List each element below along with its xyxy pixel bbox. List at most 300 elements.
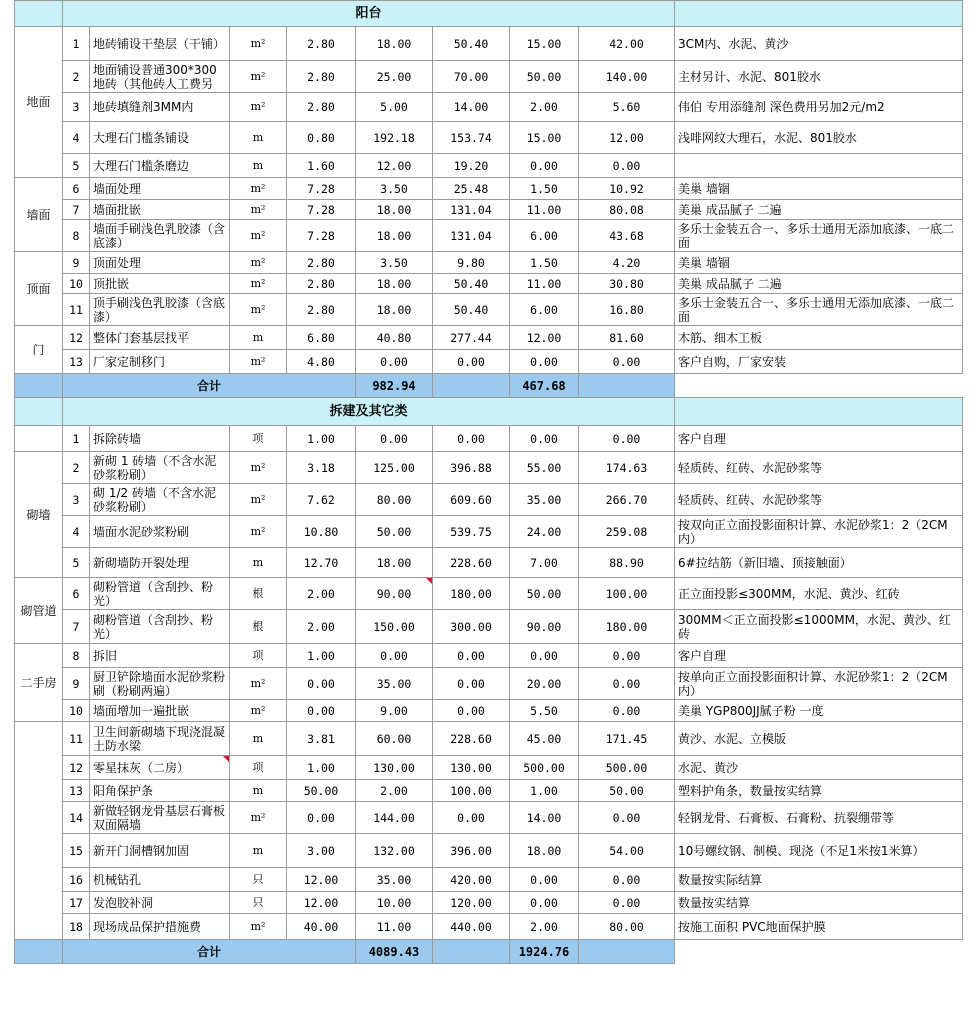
material-total-cell[interactable]: 50.40 — [433, 27, 510, 61]
unit-cell[interactable]: m — [230, 834, 287, 868]
total-label: 合计 — [63, 940, 356, 964]
quantity-cell[interactable]: 10.80 — [287, 516, 356, 548]
material-total-cell[interactable]: 396.00 — [433, 834, 510, 868]
row-number: 11 — [63, 294, 90, 326]
material-total-cell[interactable]: 180.00 — [433, 578, 510, 610]
unit-cell[interactable]: m² — [230, 252, 287, 274]
total-gap — [433, 374, 510, 398]
material-total-cell[interactable]: 131.04 — [433, 200, 510, 220]
material-total-cell[interactable]: 396.88 — [433, 452, 510, 484]
material-price-cell[interactable]: 0.00 — [356, 644, 433, 668]
material-total-cell[interactable]: 0.00 — [433, 350, 510, 374]
material-total-cell[interactable]: 50.40 — [433, 294, 510, 326]
labor-total-cell[interactable]: 16.80 — [579, 294, 675, 326]
note-cell[interactable]: 美巢 成品腻子 二遍 — [675, 200, 963, 220]
unit-cell[interactable]: m² — [230, 350, 287, 374]
item-name-cell[interactable]: 顶手刷浅色乳胶漆（含底漆） — [90, 294, 230, 326]
material-price-cell[interactable]: 130.00 — [356, 756, 433, 780]
labor-price-cell[interactable]: 6.00 — [510, 220, 579, 252]
labor-total-cell[interactable]: 0.00 — [579, 868, 675, 892]
quantity-cell[interactable]: 2.80 — [287, 294, 356, 326]
section-title: 拆建及其它类 — [63, 398, 675, 426]
table-row — [15, 516, 963, 548]
quantity-cell[interactable]: 2.80 — [287, 252, 356, 274]
item-name-cell[interactable]: 地砖填缝剂3MM内 — [90, 93, 230, 122]
note-cell[interactable]: 6#拉结筋（新旧墙、顶接触面） — [675, 548, 963, 578]
item-name-cell[interactable]: 发泡胶补洞 — [90, 892, 230, 914]
material-price-cell[interactable]: 0.00 — [356, 350, 433, 374]
unit-cell[interactable]: m² — [230, 700, 287, 722]
material-total-cell[interactable]: 70.00 — [433, 61, 510, 93]
note-cell[interactable]: 客户自购，厂家安装 — [675, 350, 963, 374]
total-note — [579, 374, 675, 398]
material-price-cell[interactable]: 35.00 — [356, 668, 433, 700]
unit-cell[interactable]: m² — [230, 914, 287, 940]
item-name-cell[interactable]: 新砌墙防开裂处理 — [90, 548, 230, 578]
labor-price-cell[interactable]: 7.00 — [510, 548, 579, 578]
item-name-cell[interactable]: 大理石门槛条磨边 — [90, 154, 230, 178]
labor-price-cell[interactable]: 24.00 — [510, 516, 579, 548]
quantity-cell[interactable]: 1.00 — [287, 644, 356, 668]
quantity-cell[interactable]: 12.00 — [287, 892, 356, 914]
material-total-cell[interactable]: 228.60 — [433, 548, 510, 578]
note-cell[interactable]: 主材另计、水泥、801胶水 — [675, 61, 963, 93]
labor-price-cell[interactable]: 12.00 — [510, 326, 579, 350]
labor-price-cell[interactable]: 50.00 — [510, 578, 579, 610]
labor-total-cell[interactable]: 4.20 — [579, 252, 675, 274]
quantity-cell[interactable]: 2.80 — [287, 93, 356, 122]
row-number: 10 — [63, 700, 90, 722]
item-name-cell[interactable]: 地面铺设普通300*300地砖（其他砖人工费另 — [90, 61, 230, 93]
item-name-cell[interactable]: 墙面增加一遍批嵌 — [90, 700, 230, 722]
table-row — [15, 274, 963, 294]
item-name-cell[interactable]: 零星抹灰（二房） — [90, 756, 230, 780]
labor-total-cell[interactable]: 0.00 — [579, 154, 675, 178]
labor-total-cell[interactable]: 12.00 — [579, 122, 675, 154]
labor-price-cell[interactable]: 55.00 — [510, 452, 579, 484]
row-number: 9 — [63, 668, 90, 700]
table-row — [15, 27, 963, 61]
note-cell[interactable]: 按双向正立面投影面积计算、水泥砂浆1：2（2CM内） — [675, 516, 963, 548]
material-total-cell[interactable]: 609.60 — [433, 484, 510, 516]
unit-cell[interactable]: m² — [230, 452, 287, 484]
item-name-cell[interactable]: 整体门套基层找平 — [90, 326, 230, 350]
material-total-cell[interactable]: 228.60 — [433, 722, 510, 756]
quantity-cell[interactable]: 2.00 — [287, 610, 356, 644]
quantity-cell[interactable]: 3.00 — [287, 834, 356, 868]
note-cell[interactable]: 美巢 YGP800JJ腻子粉 一度 — [675, 700, 963, 722]
unit-cell[interactable]: m² — [230, 200, 287, 220]
table-row — [15, 780, 963, 802]
item-name-cell[interactable]: 大理石门槛条铺设 — [90, 122, 230, 154]
table-row — [15, 610, 963, 644]
row-number: 17 — [63, 892, 90, 914]
item-name-cell[interactable]: 墙面水泥砂浆粉刷 — [90, 516, 230, 548]
labor-price-cell[interactable]: 45.00 — [510, 722, 579, 756]
unit-cell[interactable]: m — [230, 722, 287, 756]
note-cell[interactable]: 木筋、细木工板 — [675, 326, 963, 350]
labor-total-cell[interactable]: 0.00 — [579, 668, 675, 700]
note-cell[interactable]: 3CM内、水泥、黄沙 — [675, 27, 963, 61]
note-cell[interactable]: 多乐士金装五合一、多乐士通用无添加底漆、一底二面 — [675, 294, 963, 326]
note-cell[interactable]: 塑料护角条，数量按实结算 — [675, 780, 963, 802]
unit-cell[interactable]: m² — [230, 516, 287, 548]
table-row — [15, 868, 963, 892]
unit-cell[interactable]: 只 — [230, 892, 287, 914]
labor-total-cell[interactable]: 0.00 — [579, 700, 675, 722]
group-label: 砌墙 — [15, 452, 63, 578]
material-total-cell[interactable]: 120.00 — [433, 892, 510, 914]
labor-price-cell[interactable]: 15.00 — [510, 27, 579, 61]
note-cell[interactable]: 水泥、黄沙 — [675, 756, 963, 780]
labor-total-cell[interactable]: 81.60 — [579, 326, 675, 350]
material-price-cell[interactable]: 3.50 — [356, 178, 433, 200]
labor-total-cell[interactable]: 259.08 — [579, 516, 675, 548]
total-label: 合计 — [63, 374, 356, 398]
quantity-cell[interactable]: 0.80 — [287, 122, 356, 154]
item-name-cell[interactable]: 阳角保护条 — [90, 780, 230, 802]
section-title: 阳台 — [63, 1, 675, 27]
row-number: 14 — [63, 802, 90, 834]
labor-price-cell[interactable]: 18.00 — [510, 834, 579, 868]
unit-cell[interactable]: m² — [230, 484, 287, 516]
unit-cell[interactable]: m² — [230, 802, 287, 834]
item-name-cell[interactable]: 卫生间新砌墙下现浇混凝土防水梁 — [90, 722, 230, 756]
labor-price-cell[interactable]: 1.50 — [510, 252, 579, 274]
material-price-cell[interactable]: 2.00 — [356, 780, 433, 802]
labor-total-cell[interactable]: 54.00 — [579, 834, 675, 868]
labor-total-cell[interactable]: 174.63 — [579, 452, 675, 484]
unit-cell[interactable]: 根 — [230, 578, 287, 610]
material-total-cell[interactable]: 0.00 — [433, 644, 510, 668]
labor-price-cell[interactable]: 0.00 — [510, 426, 579, 452]
quantity-cell[interactable]: 12.70 — [287, 548, 356, 578]
item-name-cell[interactable]: 新开门洞槽钢加固 — [90, 834, 230, 868]
material-total-cell[interactable]: 9.80 — [433, 252, 510, 274]
labor-total-cell[interactable]: 80.00 — [579, 914, 675, 940]
note-cell[interactable]: 多乐士金装五合一、多乐士通用无添加底漆、一底二面 — [675, 220, 963, 252]
note-cell[interactable]: 数量按实结算 — [675, 892, 963, 914]
labor-price-cell[interactable]: 500.00 — [510, 756, 579, 780]
note-cell[interactable]: 美巢 墙锢 — [675, 252, 963, 274]
table-row — [15, 61, 963, 93]
labor-price-cell[interactable]: 1.00 — [510, 780, 579, 802]
row-number: 12 — [63, 756, 90, 780]
material-total-cell[interactable]: 0.00 — [433, 700, 510, 722]
row-number: 2 — [63, 61, 90, 93]
labor-price-cell[interactable]: 11.00 — [510, 200, 579, 220]
unit-cell[interactable]: 根 — [230, 610, 287, 644]
item-name-cell[interactable]: 厂家定制移门 — [90, 350, 230, 374]
note-cell[interactable]: 按施工面积 PVC地面保护膜 — [675, 914, 963, 940]
note-cell[interactable]: 轻质砖、红砖、水泥砂浆等 — [675, 484, 963, 516]
material-price-cell[interactable]: 18.00 — [356, 274, 433, 294]
row-number: 13 — [63, 350, 90, 374]
material-price-cell[interactable]: 9.00 — [356, 700, 433, 722]
note-cell[interactable]: 轻钢龙骨、石膏板、石膏粉、抗裂绷带等 — [675, 802, 963, 834]
material-total-cell[interactable]: 14.00 — [433, 93, 510, 122]
labor-total-cell[interactable]: 42.00 — [579, 27, 675, 61]
quantity-cell[interactable]: 40.00 — [287, 914, 356, 940]
section-header-row — [15, 1, 963, 27]
total-material: 982.94 — [356, 374, 433, 398]
material-price-cell[interactable]: 60.00 — [356, 722, 433, 756]
section-header-note — [675, 398, 963, 426]
note-cell[interactable]: 客户自理 — [675, 644, 963, 668]
labor-total-cell[interactable]: 30.80 — [579, 274, 675, 294]
unit-cell[interactable]: 项 — [230, 644, 287, 668]
table-row — [15, 914, 963, 940]
group-label: 地面 — [15, 27, 63, 178]
quantity-cell[interactable]: 2.00 — [287, 578, 356, 610]
labor-total-cell[interactable]: 0.00 — [579, 350, 675, 374]
unit-cell[interactable]: m — [230, 548, 287, 578]
material-price-cell[interactable]: 132.00 — [356, 834, 433, 868]
item-name-cell[interactable]: 顶面处理 — [90, 252, 230, 274]
material-price-cell[interactable]: 35.00 — [356, 868, 433, 892]
material-price-cell[interactable]: 11.00 — [356, 914, 433, 940]
material-total-cell[interactable]: 440.00 — [433, 914, 510, 940]
quantity-cell[interactable]: 7.28 — [287, 200, 356, 220]
note-cell[interactable]: 正立面投影≤300MM，水泥、黄沙、红砖 — [675, 578, 963, 610]
labor-total-cell[interactable]: 43.68 — [579, 220, 675, 252]
quantity-cell[interactable]: 1.60 — [287, 154, 356, 178]
labor-total-cell[interactable]: 266.70 — [579, 484, 675, 516]
material-price-cell[interactable]: 40.80 — [356, 326, 433, 350]
labor-price-cell[interactable]: 20.00 — [510, 668, 579, 700]
material-price-cell[interactable]: 12.00 — [356, 154, 433, 178]
labor-price-cell[interactable]: 0.00 — [510, 644, 579, 668]
unit-cell[interactable]: 只 — [230, 868, 287, 892]
item-name-cell[interactable]: 地砖铺设干垫层（干铺） — [90, 27, 230, 61]
row-number: 4 — [63, 122, 90, 154]
row-number: 10 — [63, 274, 90, 294]
unit-cell[interactable]: m² — [230, 27, 287, 61]
material-price-cell[interactable]: 10.00 — [356, 892, 433, 914]
labor-price-cell[interactable]: 11.00 — [510, 274, 579, 294]
material-total-cell[interactable]: 277.44 — [433, 326, 510, 350]
item-name-cell[interactable]: 墙面批嵌 — [90, 200, 230, 220]
row-number: 12 — [63, 326, 90, 350]
row-number: 7 — [63, 200, 90, 220]
note-cell[interactable]: 10号螺纹钢、制模、现浇（不足1米按1米算） — [675, 834, 963, 868]
unit-cell[interactable]: m — [230, 154, 287, 178]
labor-price-cell[interactable]: 15.00 — [510, 122, 579, 154]
quantity-cell[interactable]: 1.00 — [287, 756, 356, 780]
material-total-cell[interactable]: 0.00 — [433, 668, 510, 700]
labor-price-cell[interactable]: 0.00 — [510, 154, 579, 178]
material-total-cell[interactable]: 0.00 — [433, 426, 510, 452]
note-cell[interactable]: 美巢 成品腻子 二遍 — [675, 274, 963, 294]
labor-total-cell[interactable]: 10.92 — [579, 178, 675, 200]
unit-cell[interactable]: m² — [230, 61, 287, 93]
labor-price-cell[interactable]: 5.50 — [510, 700, 579, 722]
material-price-cell[interactable]: 3.50 — [356, 252, 433, 274]
row-number: 9 — [63, 252, 90, 274]
material-total-cell[interactable]: 19.20 — [433, 154, 510, 178]
item-name-cell[interactable]: 新做轻钢龙骨基层石膏板双面隔墙 — [90, 802, 230, 834]
group-label: 二手房 — [15, 644, 63, 722]
table-row — [15, 700, 963, 722]
item-name-cell[interactable]: 墙面手刷浅色乳胶漆（含底漆） — [90, 220, 230, 252]
labor-total-cell[interactable]: 50.00 — [579, 780, 675, 802]
quantity-cell[interactable]: 12.00 — [287, 868, 356, 892]
item-name-cell[interactable]: 现场成品保护措施费 — [90, 914, 230, 940]
labor-price-cell[interactable]: 50.00 — [510, 61, 579, 93]
quantity-cell[interactable]: 4.80 — [287, 350, 356, 374]
material-price-cell[interactable]: 25.00 — [356, 61, 433, 93]
item-name-cell[interactable]: 拆除砖墙 — [90, 426, 230, 452]
item-name-cell[interactable]: 新砌 1 砖墙（不含水泥砂浆粉刷） — [90, 452, 230, 484]
labor-price-cell[interactable]: 0.00 — [510, 868, 579, 892]
quantity-cell[interactable]: 2.80 — [287, 61, 356, 93]
quantity-cell[interactable]: 6.80 — [287, 326, 356, 350]
row-number: 8 — [63, 220, 90, 252]
material-price-cell[interactable]: 90.00 — [356, 578, 433, 610]
group-label: 墙面 — [15, 178, 63, 252]
labor-total-cell[interactable]: 171.45 — [579, 722, 675, 756]
material-price-cell[interactable]: 144.00 — [356, 802, 433, 834]
labor-total-cell[interactable]: 500.00 — [579, 756, 675, 780]
note-cell[interactable]: 美巢 墙锢 — [675, 178, 963, 200]
table-row — [15, 452, 963, 484]
row-number: 3 — [63, 484, 90, 516]
note-cell[interactable]: 客户自理 — [675, 426, 963, 452]
material-price-cell[interactable]: 5.00 — [356, 93, 433, 122]
labor-total-cell[interactable]: 100.00 — [579, 578, 675, 610]
labor-price-cell[interactable]: 14.00 — [510, 802, 579, 834]
note-cell[interactable]: 轻质砖、红砖、水泥砂浆等 — [675, 452, 963, 484]
note-cell[interactable]: 浅啡网纹大理石，水泥、801胶水 — [675, 122, 963, 154]
unit-cell[interactable]: m — [230, 326, 287, 350]
table-row — [15, 122, 963, 154]
item-name-cell[interactable]: 机械钻孔 — [90, 868, 230, 892]
material-price-cell[interactable]: 18.00 — [356, 27, 433, 61]
note-cell[interactable]: 300MM＜正立面投影≤1000MM，水泥、黄沙、红砖 — [675, 610, 963, 644]
unit-cell[interactable]: m² — [230, 220, 287, 252]
labor-price-cell[interactable]: 2.00 — [510, 914, 579, 940]
material-total-cell[interactable]: 0.00 — [433, 802, 510, 834]
unit-cell[interactable]: m² — [230, 668, 287, 700]
material-price-cell[interactable]: 80.00 — [356, 484, 433, 516]
unit-cell[interactable]: m² — [230, 178, 287, 200]
quantity-cell[interactable]: 0.00 — [287, 802, 356, 834]
table-row — [15, 93, 963, 122]
quantity-cell[interactable]: 2.80 — [287, 27, 356, 61]
row-number: 5 — [63, 548, 90, 578]
item-name-cell[interactable]: 砌粉管道（含刮抄、粉光） — [90, 578, 230, 610]
item-name-cell[interactable]: 厨卫铲除墙面水泥砂浆粉刷（粉刷两遍） — [90, 668, 230, 700]
unit-cell[interactable]: m² — [230, 274, 287, 294]
row-number: 8 — [63, 644, 90, 668]
labor-total-cell[interactable]: 0.00 — [579, 802, 675, 834]
quantity-cell[interactable]: 3.18 — [287, 452, 356, 484]
table-row — [15, 834, 963, 868]
unit-cell[interactable]: m² — [230, 93, 287, 122]
material-total-cell[interactable]: 130.00 — [433, 756, 510, 780]
note-cell[interactable] — [675, 154, 963, 178]
note-cell[interactable]: 数量按实际结算 — [675, 868, 963, 892]
material-price-cell[interactable]: 18.00 — [356, 548, 433, 578]
row-number: 13 — [63, 780, 90, 802]
quantity-cell[interactable]: 0.00 — [287, 700, 356, 722]
material-total-cell[interactable]: 539.75 — [433, 516, 510, 548]
material-total-cell[interactable]: 25.48 — [433, 178, 510, 200]
labor-total-cell[interactable]: 140.00 — [579, 61, 675, 93]
labor-price-cell[interactable]: 2.00 — [510, 93, 579, 122]
material-price-cell[interactable]: 50.00 — [356, 516, 433, 548]
labor-price-cell[interactable]: 6.00 — [510, 294, 579, 326]
labor-total-cell[interactable]: 180.00 — [579, 610, 675, 644]
note-cell[interactable]: 伟伯 专用添缝剂 深色费用另加2元/m2 — [675, 93, 963, 122]
labor-price-cell[interactable]: 90.00 — [510, 610, 579, 644]
material-price-cell[interactable]: 18.00 — [356, 220, 433, 252]
labor-total-cell[interactable]: 0.00 — [579, 644, 675, 668]
unit-cell[interactable]: m² — [230, 294, 287, 326]
section-header-note — [675, 1, 963, 27]
item-name-cell[interactable]: 拆旧 — [90, 644, 230, 668]
quantity-cell[interactable]: 7.62 — [287, 484, 356, 516]
labor-price-cell[interactable]: 1.50 — [510, 178, 579, 200]
quantity-cell[interactable]: 0.00 — [287, 668, 356, 700]
material-total-cell[interactable]: 131.04 — [433, 220, 510, 252]
material-price-cell[interactable]: 18.00 — [356, 294, 433, 326]
labor-total-cell[interactable]: 0.00 — [579, 426, 675, 452]
row-number: 2 — [63, 452, 90, 484]
unit-cell[interactable]: m — [230, 122, 287, 154]
row-number: 6 — [63, 578, 90, 610]
labor-price-cell[interactable]: 0.00 — [510, 892, 579, 914]
labor-total-cell[interactable]: 88.90 — [579, 548, 675, 578]
item-name-cell[interactable]: 墙面处理 — [90, 178, 230, 200]
quantity-cell[interactable]: 50.00 — [287, 780, 356, 802]
unit-cell[interactable]: 项 — [230, 756, 287, 780]
quantity-cell[interactable]: 3.81 — [287, 722, 356, 756]
material-price-cell[interactable]: 125.00 — [356, 452, 433, 484]
quantity-cell[interactable]: 7.28 — [287, 220, 356, 252]
quantity-cell[interactable]: 7.28 — [287, 178, 356, 200]
material-price-cell[interactable]: 192.18 — [356, 122, 433, 154]
labor-price-cell[interactable]: 0.00 — [510, 350, 579, 374]
total-note — [579, 940, 675, 964]
item-name-cell[interactable]: 砌粉管道（含刮抄、粉光） — [90, 610, 230, 644]
unit-cell[interactable]: m — [230, 780, 287, 802]
item-name-cell[interactable]: 砌 1/2 砖墙（不含水泥砂浆粉刷） — [90, 484, 230, 516]
table-row — [15, 350, 963, 374]
material-total-cell[interactable]: 100.00 — [433, 780, 510, 802]
row-number: 7 — [63, 610, 90, 644]
labor-price-cell[interactable]: 35.00 — [510, 484, 579, 516]
item-name-cell[interactable]: 顶批嵌 — [90, 274, 230, 294]
unit-cell[interactable]: 项 — [230, 426, 287, 452]
material-price-cell[interactable]: 18.00 — [356, 200, 433, 220]
material-total-cell[interactable]: 300.00 — [433, 610, 510, 644]
material-total-cell[interactable]: 50.40 — [433, 274, 510, 294]
labor-total-cell[interactable]: 0.00 — [579, 892, 675, 914]
table-row — [15, 426, 963, 452]
table-row — [15, 200, 963, 220]
labor-total-cell[interactable]: 80.08 — [579, 200, 675, 220]
material-total-cell[interactable]: 153.74 — [433, 122, 510, 154]
quantity-cell[interactable]: 1.00 — [287, 426, 356, 452]
note-cell[interactable]: 黄沙、水泥、立模版 — [675, 722, 963, 756]
quantity-cell[interactable]: 2.80 — [287, 274, 356, 294]
material-total-cell[interactable]: 420.00 — [433, 868, 510, 892]
material-price-cell[interactable]: 0.00 — [356, 426, 433, 452]
material-price-cell[interactable]: 150.00 — [356, 610, 433, 644]
note-cell[interactable]: 按单向正立面投影面积计算、水泥砂浆1：2（2CM内） — [675, 668, 963, 700]
labor-total-cell[interactable]: 5.60 — [579, 93, 675, 122]
